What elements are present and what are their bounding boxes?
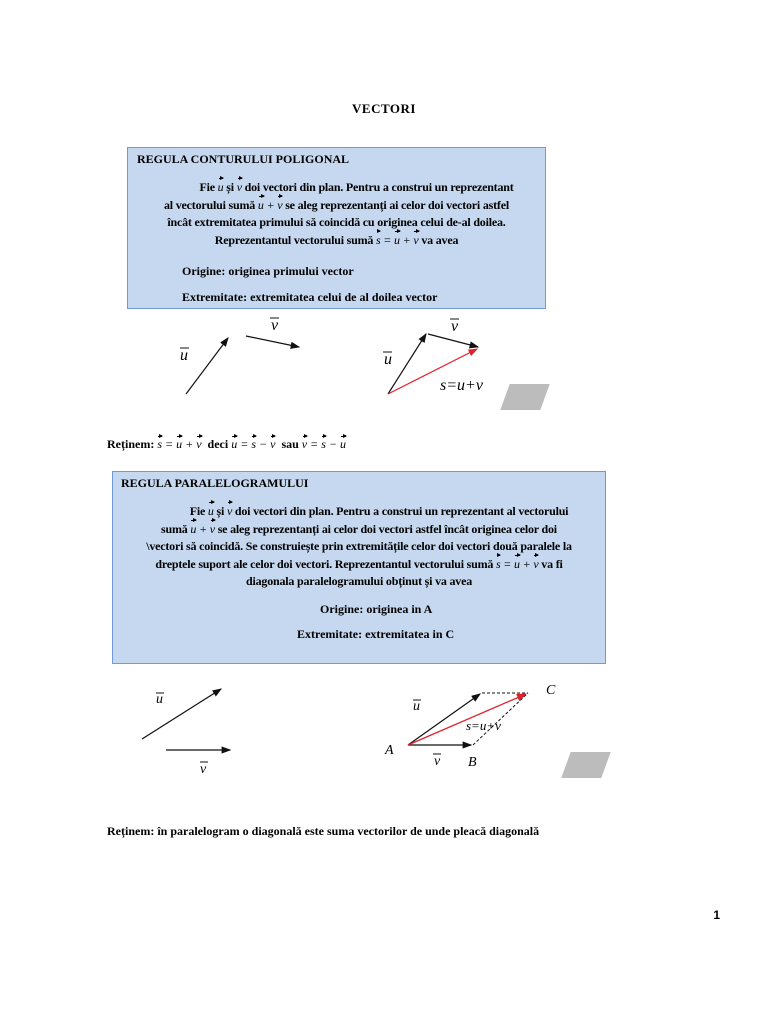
label-sum: s=u+v	[440, 377, 483, 394]
vector-diagram-parallelogram	[126, 672, 596, 782]
rule-box-polygon	[127, 147, 546, 309]
label-u: u	[156, 692, 163, 707]
label-sum: s=u+v	[466, 718, 501, 733]
vector-u-line	[186, 338, 228, 394]
page-title: VECTORI	[352, 101, 416, 116]
vector-v-symbol: v	[237, 179, 242, 197]
remember-formula: Reținem: s = u + v deci u = s − v sau v = s − u	[107, 437, 346, 451]
section-text: Fie u și v doi vectori din plan. Pentru a construi un reprezentant al vectorului sumă u + v se aleg reprezentanți ai celor doi vectori astfel încât extremitatea primului să coincidă cu originea celui de-al doilea. Reprezentantul vectorului sumă s = u + v va avea	[132, 179, 541, 249]
remember-parallelogram: Reținem: în paralelogram o diagonală este suma vectorilor de unde pleacă diagonală	[107, 824, 540, 838]
section-heading: REGULA PARALELOGRAMULUI	[121, 476, 309, 490]
section-text: Fie u și v doi vectori din plan. Pentru a construi un reprezentant al vectorului sumă u + v se aleg reprezentanți ai celor doi vectori astfel încât originea celor doi \vectori să coincidă. Se construiește prin extremitățile celor doi vectori două paralele la dreptele suport ale celor doi vectori. Reprezentantul vectorului sumă s = u + v va fi diagonala paralelogramului obținut și va avea	[146, 504, 572, 588]
vector-diagram-polygon	[170, 312, 550, 412]
vector-u-line	[142, 689, 221, 739]
vector-v-line	[246, 336, 299, 347]
label-v: v	[271, 317, 279, 334]
label-u: u	[384, 351, 392, 368]
origin-text: Origine: originea in A	[320, 602, 433, 616]
label-u: u	[413, 699, 420, 714]
point-a-label: A	[385, 743, 394, 758]
point-c-label: C	[546, 683, 556, 698]
vector-v-line	[428, 334, 478, 347]
section-heading: REGULA CONTURULUI POLIGONAL	[137, 152, 350, 166]
extremity-text: Extremitate: extremitatea in C	[297, 627, 455, 641]
page-number: 1	[713, 908, 720, 922]
label-u: u	[180, 347, 188, 364]
label-v: v	[451, 318, 459, 335]
point-b-label: B	[468, 755, 477, 770]
rule-box-parallelogram	[112, 471, 606, 664]
vector-u-symbol: u	[218, 179, 224, 197]
origin-text: Origine: originea primului vector	[182, 264, 354, 278]
label-v: v	[434, 754, 441, 769]
label-v: v	[200, 762, 207, 777]
extremity-text: Extremitate: extremitatea celui de al doilea vector	[182, 290, 438, 304]
